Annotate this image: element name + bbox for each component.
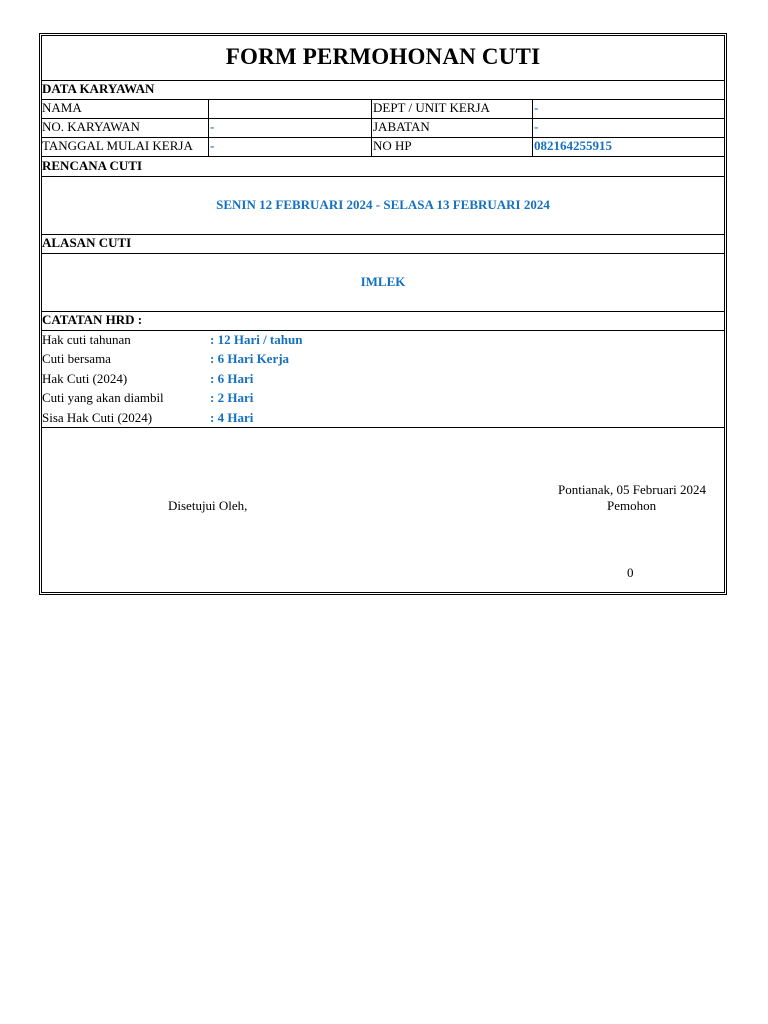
grid-divider-3	[532, 99, 533, 157]
reason-value: IMLEK	[360, 274, 406, 289]
position-value: -	[534, 119, 539, 134]
hr-note-label: Cuti yang akan diambil	[42, 390, 164, 405]
phone-value: 082164255915	[534, 138, 612, 153]
start-date-label: TANGGAL MULAI KERJA	[42, 138, 193, 153]
title-row	[42, 36, 724, 81]
hr-note-value: : 4 Hari	[210, 410, 254, 425]
employee-section-header	[42, 80, 724, 100]
phone-label: NO HP	[373, 138, 412, 153]
reason-row	[42, 253, 724, 312]
employee-section-label: DATA KARYAWAN	[42, 81, 155, 96]
start-date-value: -	[210, 138, 215, 153]
employee-id-label: NO. KARYAWAN	[42, 119, 140, 134]
dept-label: DEPT / UNIT KERJA	[373, 100, 490, 115]
hr-note-label: Hak cuti tahunan	[42, 332, 131, 347]
employee-row-1	[42, 99, 724, 119]
hr-notes-header	[42, 311, 724, 331]
place-date: Pontianak, 05 Februari 2024	[558, 482, 707, 497]
employee-id-value: -	[210, 119, 215, 134]
dept-value: -	[534, 100, 539, 115]
leave-request-form	[39, 33, 727, 595]
position-label: JABATAN	[373, 119, 430, 134]
reason-section-label: ALASAN CUTI	[42, 235, 132, 250]
hr-note-label: Cuti bersama	[42, 351, 111, 366]
hr-note-value: : 6 Hari Kerja	[210, 351, 290, 366]
hr-note-label: Sisa Hak Cuti (2024)	[42, 410, 153, 425]
plan-dates: SENIN 12 FEBRUARI 2024 - SELASA 13 FEBRUARI 2024	[216, 197, 550, 212]
name-label: NAMA	[42, 100, 82, 115]
plan-section-label: RENCANA CUTI	[42, 158, 143, 173]
form-title: FORM PERMOHONAN CUTI	[225, 44, 541, 69]
employee-row-2	[42, 118, 724, 138]
hr-notes-label: CATATAN HRD :	[42, 312, 143, 327]
hr-notes-block	[42, 330, 724, 428]
approved-by-label: Disetujui Oleh,	[168, 498, 248, 513]
applicant-role: Pemohon	[607, 498, 657, 513]
plan-section-header	[42, 157, 724, 177]
applicant-name: 0	[627, 565, 634, 580]
grid-divider-1	[208, 99, 209, 157]
hr-note-value: : 6 Hari	[210, 371, 254, 386]
plan-row	[42, 176, 724, 235]
form-inner-border	[41, 35, 725, 593]
reason-section-header	[42, 234, 724, 254]
grid-divider-2	[371, 99, 372, 157]
employee-row-3	[42, 137, 724, 157]
hr-note-label: Hak Cuti (2024)	[42, 371, 128, 386]
hr-note-value: : 12 Hari / tahun	[210, 332, 303, 347]
hr-note-value: : 2 Hari	[210, 390, 254, 405]
